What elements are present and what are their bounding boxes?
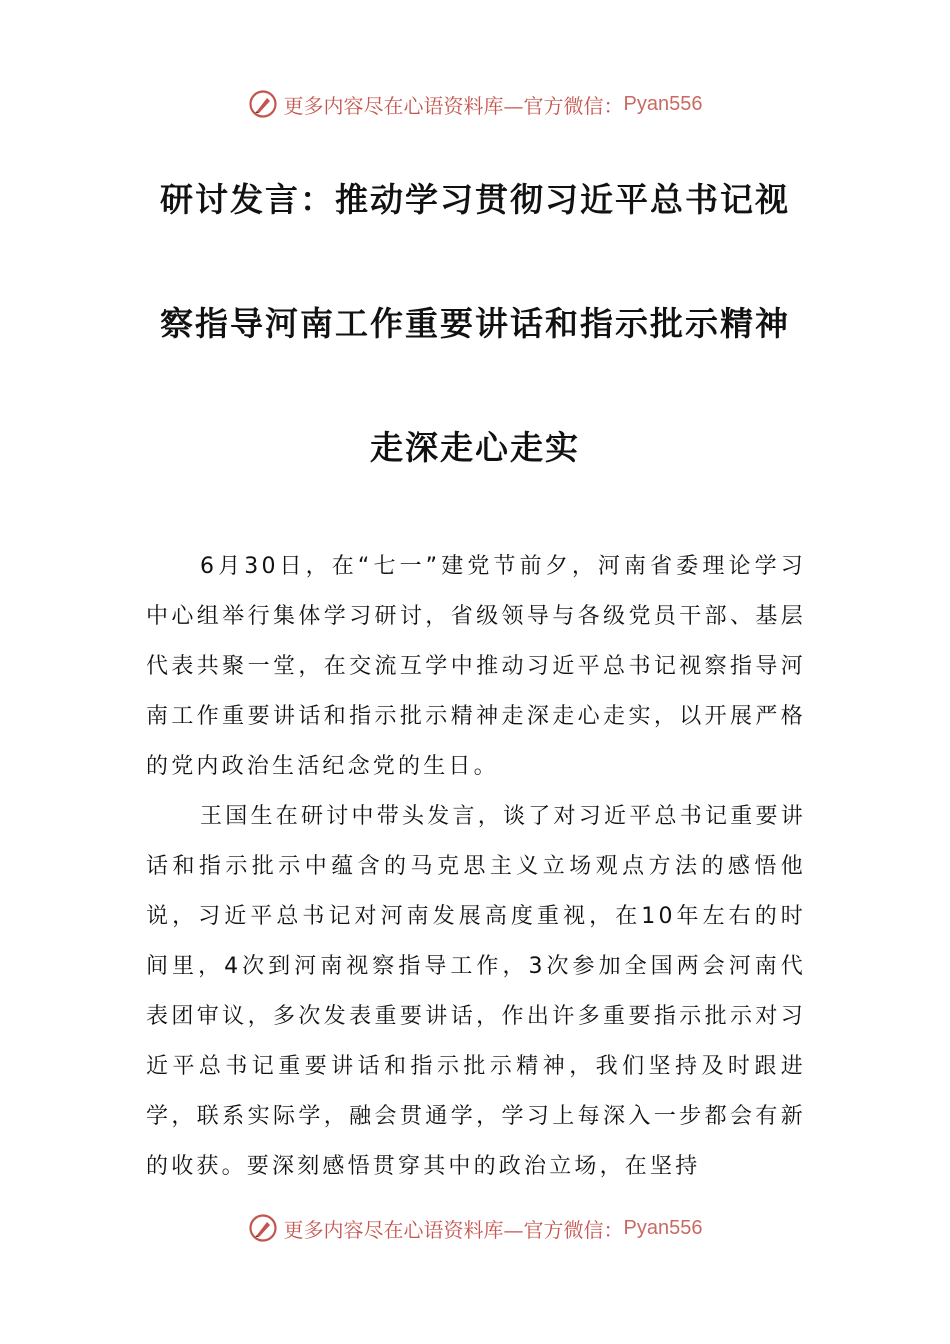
watermark-site-text: 更多内容尽在心语资料库—: [283, 1217, 524, 1242]
pen-nib-icon: [248, 89, 278, 119]
title-line-1: 研讨发言：推动学习贯彻习近平总书记视: [160, 180, 790, 219]
watermark-wechat-id: Pyan556: [623, 92, 703, 115]
watermark-wechat-label: 官方微信：: [523, 1217, 624, 1242]
document-body: [146, 542, 806, 1192]
title-line-2: 察指导河南工作重要讲话和指示批示精神: [160, 304, 790, 343]
paragraph-2: 王国生在研讨中带头发言，谈了对习近平总书记重要讲话和指示批示中蕴含的马克思主义立场观点方法的感悟他说，习近平总书记对河南发展高度重视，在10年左右的时间里，4次到河南视察指导工作，3次参加全国两会河南代表团审议，多次发表重要讲话，作出许多重要指示批示对习近平总书记重要讲话和指示批示精神，我们坚持及时跟进学，联系实际学，融会贯通学，学习上每深入一步都会有新的收获。要深刻感悟贯穿其中的政治立场，在坚持: [146, 804, 806, 1179]
paragraph-1: 6月30日，在“七一”建党节前夕，河南省委理论学习中心组举行集体学习研讨，省级领导与各级党员干部、基层代表共聚一堂，在交流互学中推动习近平总书记视察指导河南工作重要讲话和指示批示精神走深走心走实，以开展严格的党内政治生活纪念党的生日。: [146, 554, 806, 779]
header-watermark: [0, 84, 950, 124]
watermark-site-text: 更多内容尽在心语资料库—: [283, 93, 524, 118]
title-line-3: 走深走心走实: [370, 428, 580, 467]
watermark-wechat-label: 官方微信：: [523, 93, 624, 118]
pen-nib-icon: [248, 1213, 278, 1243]
footer-watermark: [0, 1208, 950, 1248]
document-title: [100, 165, 850, 537]
watermark-wechat-id: Pyan556: [623, 1216, 703, 1239]
